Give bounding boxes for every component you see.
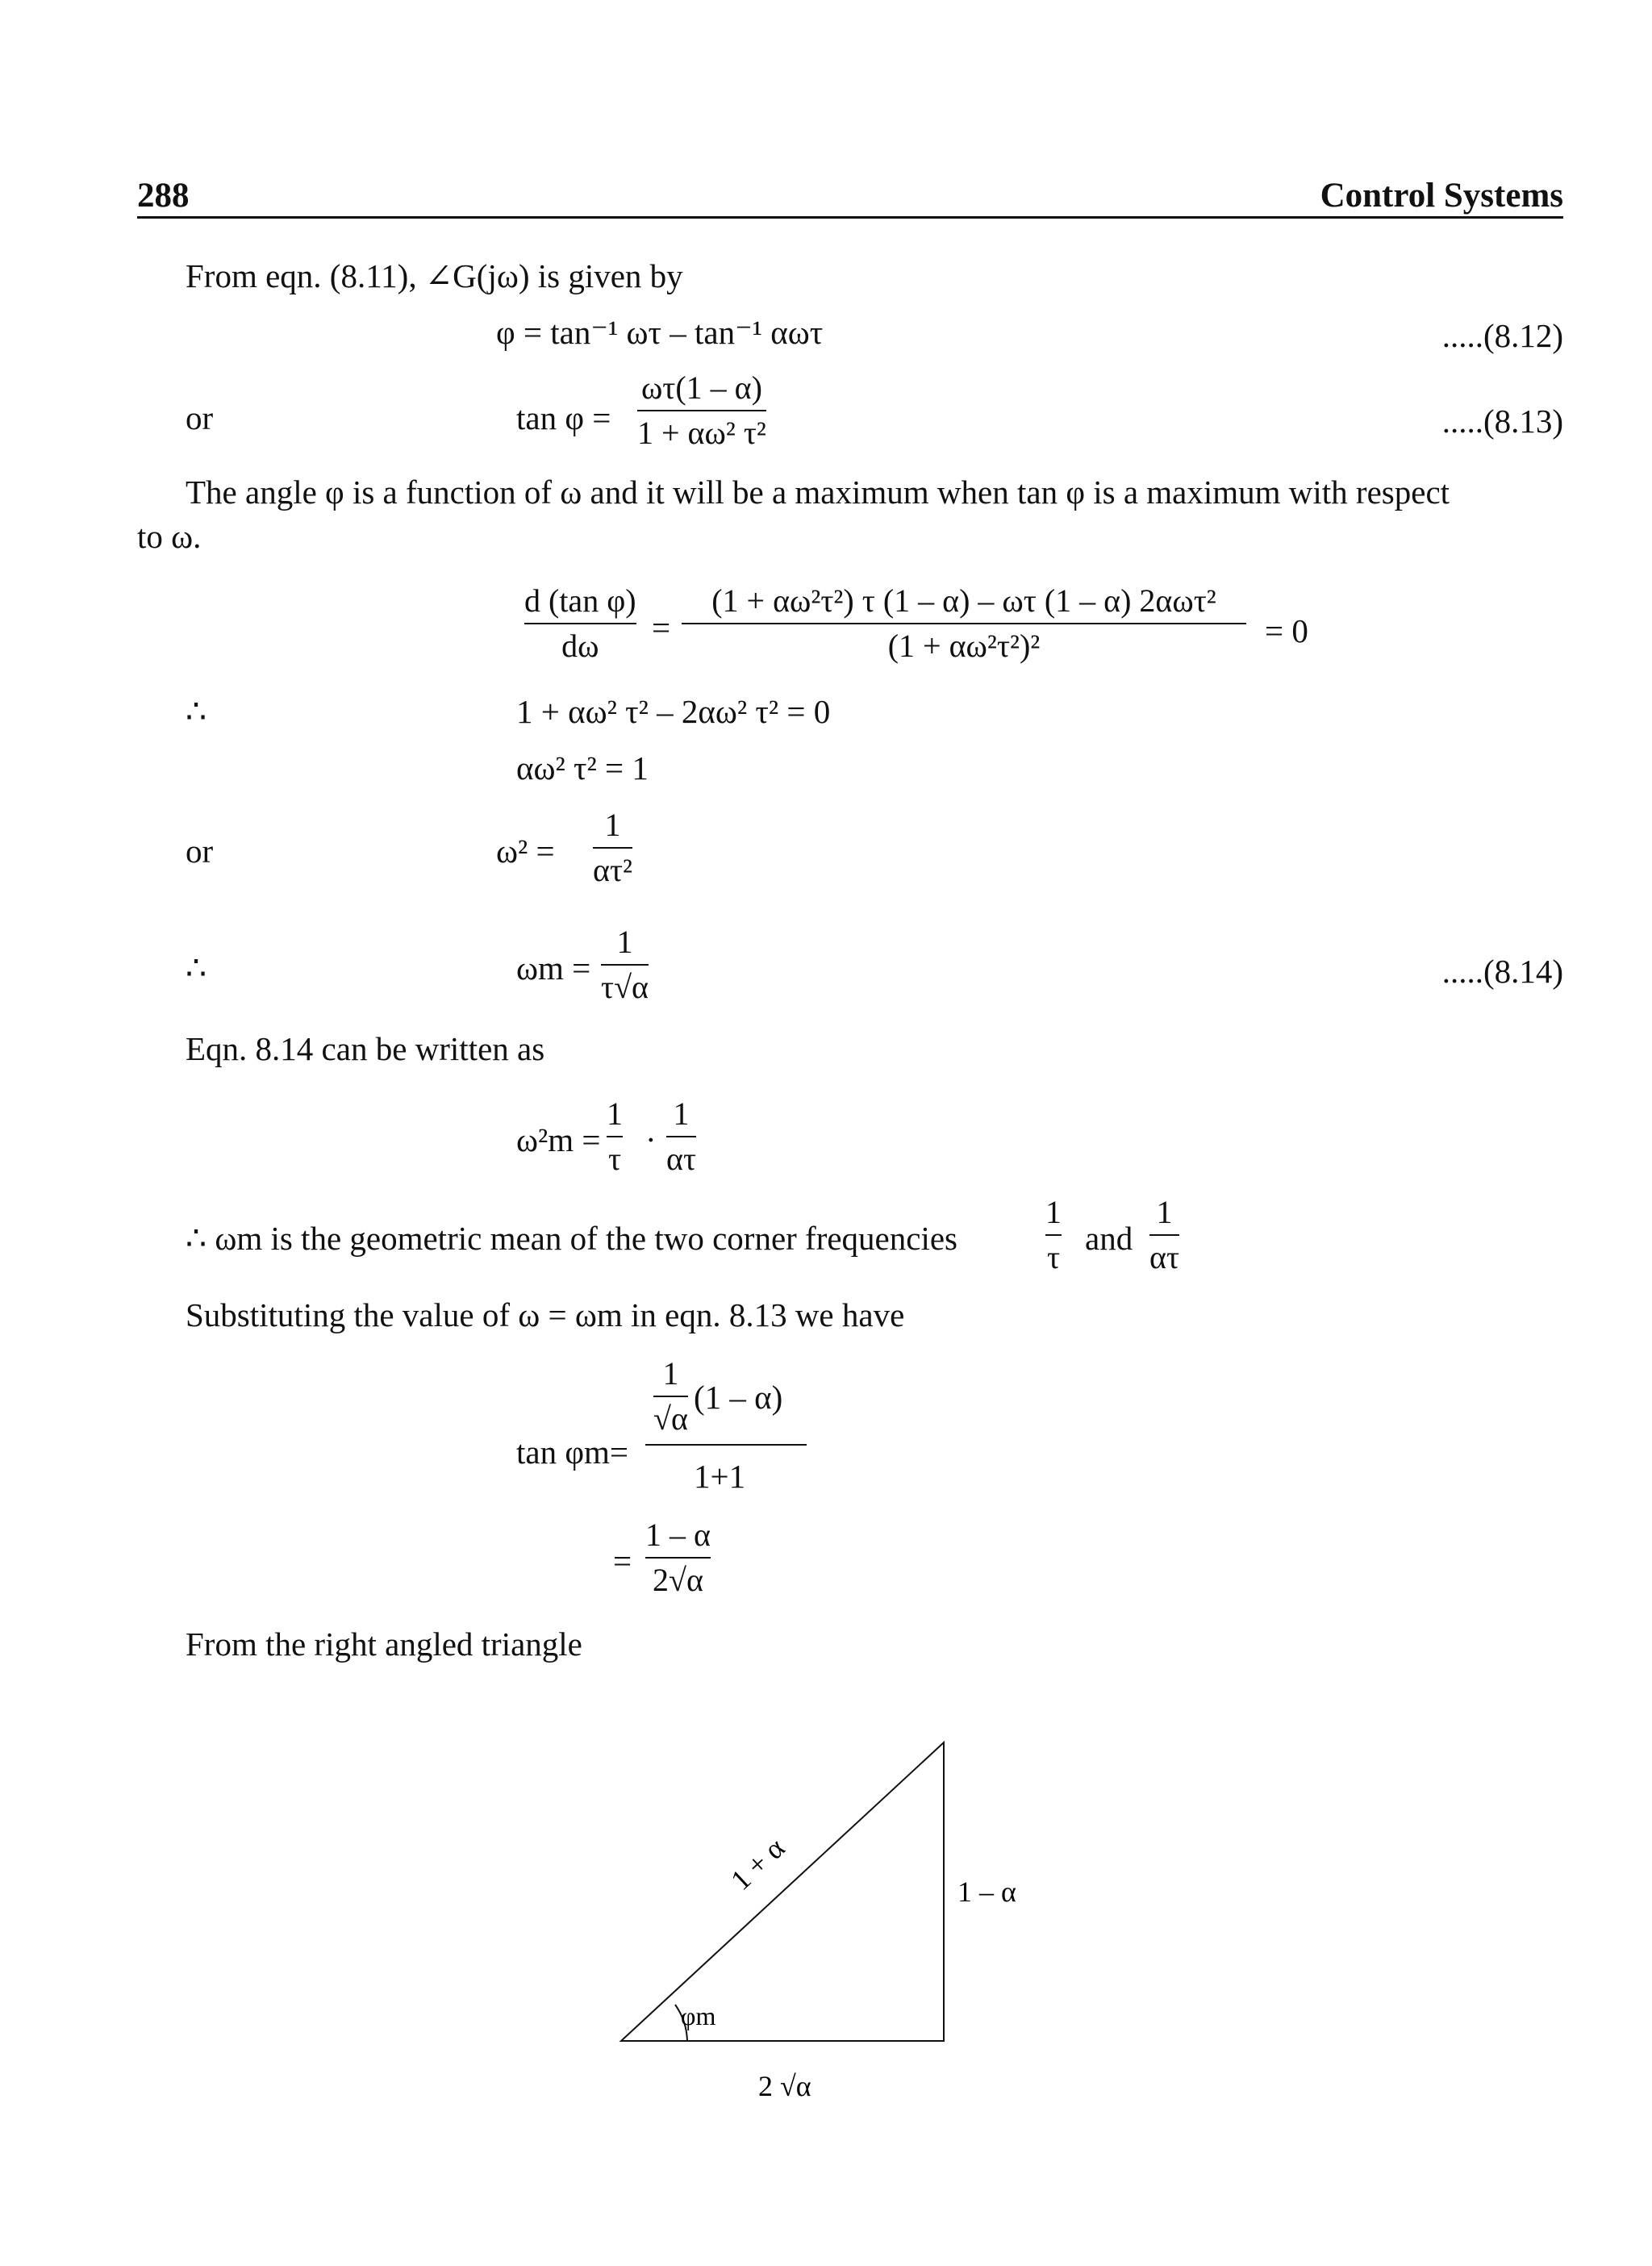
denominator-alpha-tau: ατ — [666, 1141, 697, 1177]
fraction-bar — [1149, 1234, 1179, 1236]
tan-phi-lhs: tan φ = — [516, 399, 611, 436]
angle-label: φm — [681, 2001, 716, 2030]
equals-zero: = 0 — [1265, 612, 1308, 649]
derivative-lhs-denominator: dω — [561, 628, 599, 664]
numerator-one: 1 — [1156, 1194, 1173, 1230]
page-number: 288 — [137, 177, 190, 215]
one-over-tau — [607, 1095, 623, 1178]
one-minus-alpha-paren: (1 – α) — [694, 1379, 783, 1416]
and-text: and — [1085, 1220, 1133, 1257]
tan-phi-denominator: 1 + αω² τ² — [637, 415, 766, 451]
equation-number-8-13: .....(8.13) — [1441, 403, 1563, 440]
angle-sentence-line2: to ω. — [137, 518, 202, 555]
or-label: or — [186, 399, 214, 436]
phi-equation: φ = tan⁻¹ ωτ – tan⁻¹ αωτ — [496, 314, 824, 351]
header-rule — [137, 216, 1563, 219]
equation-line-1: 1 + αω² τ² – 2αω² τ² = 0 — [516, 693, 831, 730]
fraction-bar — [593, 847, 632, 849]
omega-m-lhs: ωm = — [516, 949, 591, 987]
book-title: Control Systems — [1320, 177, 1563, 215]
fraction-bar — [645, 1557, 711, 1559]
triangle-outline — [621, 1742, 944, 2041]
inner-one-over-sqrt-alpha — [653, 1355, 688, 1438]
tan-phim-lhs: tan φm= — [516, 1433, 629, 1471]
equals-sign: = — [652, 609, 671, 646]
denominator-alpha-tau: ατ — [1149, 1239, 1180, 1275]
geometric-mean-text: ∴ ωm is the geometric mean of the two corner frequencies — [186, 1220, 957, 1257]
numerator-one: 1 — [604, 807, 621, 843]
derivative-lhs-numerator: d (tan φ) — [524, 582, 636, 619]
therefore-symbol: ∴ — [186, 949, 207, 987]
or-label: or — [186, 833, 214, 870]
fraction-bar — [637, 410, 766, 411]
omega-sq-lhs: ω² = — [496, 833, 555, 870]
result-fraction — [645, 1517, 711, 1599]
denominator-tau: τ — [607, 1141, 622, 1177]
numerator-one-minus-alpha: 1 – α — [645, 1517, 711, 1553]
equation-line-2: αω² τ² = 1 — [516, 749, 649, 787]
substituting-text: Substituting the value of ω = ωm in eqn. 8.13 we have — [186, 1296, 905, 1333]
denominator-two-sqrt-alpha: 2√α — [653, 1562, 703, 1598]
therefore-symbol: ∴ — [186, 693, 207, 730]
one-plus-one: 1+1 — [694, 1458, 746, 1495]
denominator-tau: τ — [1046, 1239, 1061, 1275]
from-triangle-text: From the right angled triangle — [186, 1625, 582, 1663]
fraction-bar — [524, 623, 636, 624]
fraction-bar — [607, 1136, 623, 1137]
hypotenuse-label: 1 + α — [724, 1831, 791, 1897]
eqn-written-text: Eqn. 8.14 can be written as — [186, 1030, 545, 1067]
main-fraction-bar — [645, 1444, 807, 1446]
multiplication-dot: · — [645, 1121, 657, 1158]
right-triangle-figure — [597, 1718, 1049, 2122]
equation-number-8-14: .....(8.14) — [1441, 953, 1563, 990]
fraction-bar — [1045, 1234, 1062, 1236]
intro-text: From eqn. (8.11), ∠G(jω) is given by — [186, 257, 683, 294]
numerator-one: 1 — [662, 1355, 679, 1392]
omega-m-fraction — [601, 924, 649, 1006]
corner-frequency-2 — [1149, 1194, 1179, 1276]
omega-sq-fraction — [593, 807, 632, 889]
fraction-bar — [601, 964, 649, 966]
tan-phi-fraction — [637, 369, 766, 452]
denominator-tau-sqrt-alpha: τ√α — [601, 969, 649, 1005]
fraction-bar — [682, 623, 1246, 624]
fraction-bar — [666, 1136, 696, 1137]
numerator-one: 1 — [616, 924, 633, 960]
derivative-lhs — [524, 582, 636, 665]
fraction-bar — [653, 1396, 688, 1397]
tan-phi-numerator: ωτ(1 – α) — [640, 369, 762, 406]
one-over-alpha-tau — [666, 1095, 696, 1178]
equals-sign: = — [613, 1542, 632, 1580]
corner-frequency-1 — [1045, 1194, 1062, 1276]
derivative-rhs-numerator: (1 + αω²τ²) τ (1 – α) – ωτ (1 – α) 2αωτ² — [711, 582, 1216, 619]
numerator-one: 1 — [673, 1095, 690, 1132]
vertical-side-label: 1 – α — [957, 1876, 1016, 1908]
omega-m-sq-lhs: ω²m = — [516, 1121, 601, 1158]
denominator-sqrt-alpha: √α — [653, 1400, 688, 1437]
equation-number-8-12: .....(8.12) — [1441, 317, 1563, 354]
denominator-alpha-tau-sq: ατ² — [593, 852, 633, 888]
angle-sentence-line1: The angle φ is a function of ω and it will be a maximum when tan φ is a maximum with respect — [186, 474, 1450, 511]
derivative-rhs-denominator: (1 + αω²τ²)² — [887, 628, 1041, 664]
base-label: 2 √α — [758, 2070, 811, 2102]
numerator-one: 1 — [607, 1095, 623, 1132]
numerator-one: 1 — [1045, 1194, 1062, 1230]
derivative-rhs — [682, 582, 1246, 665]
